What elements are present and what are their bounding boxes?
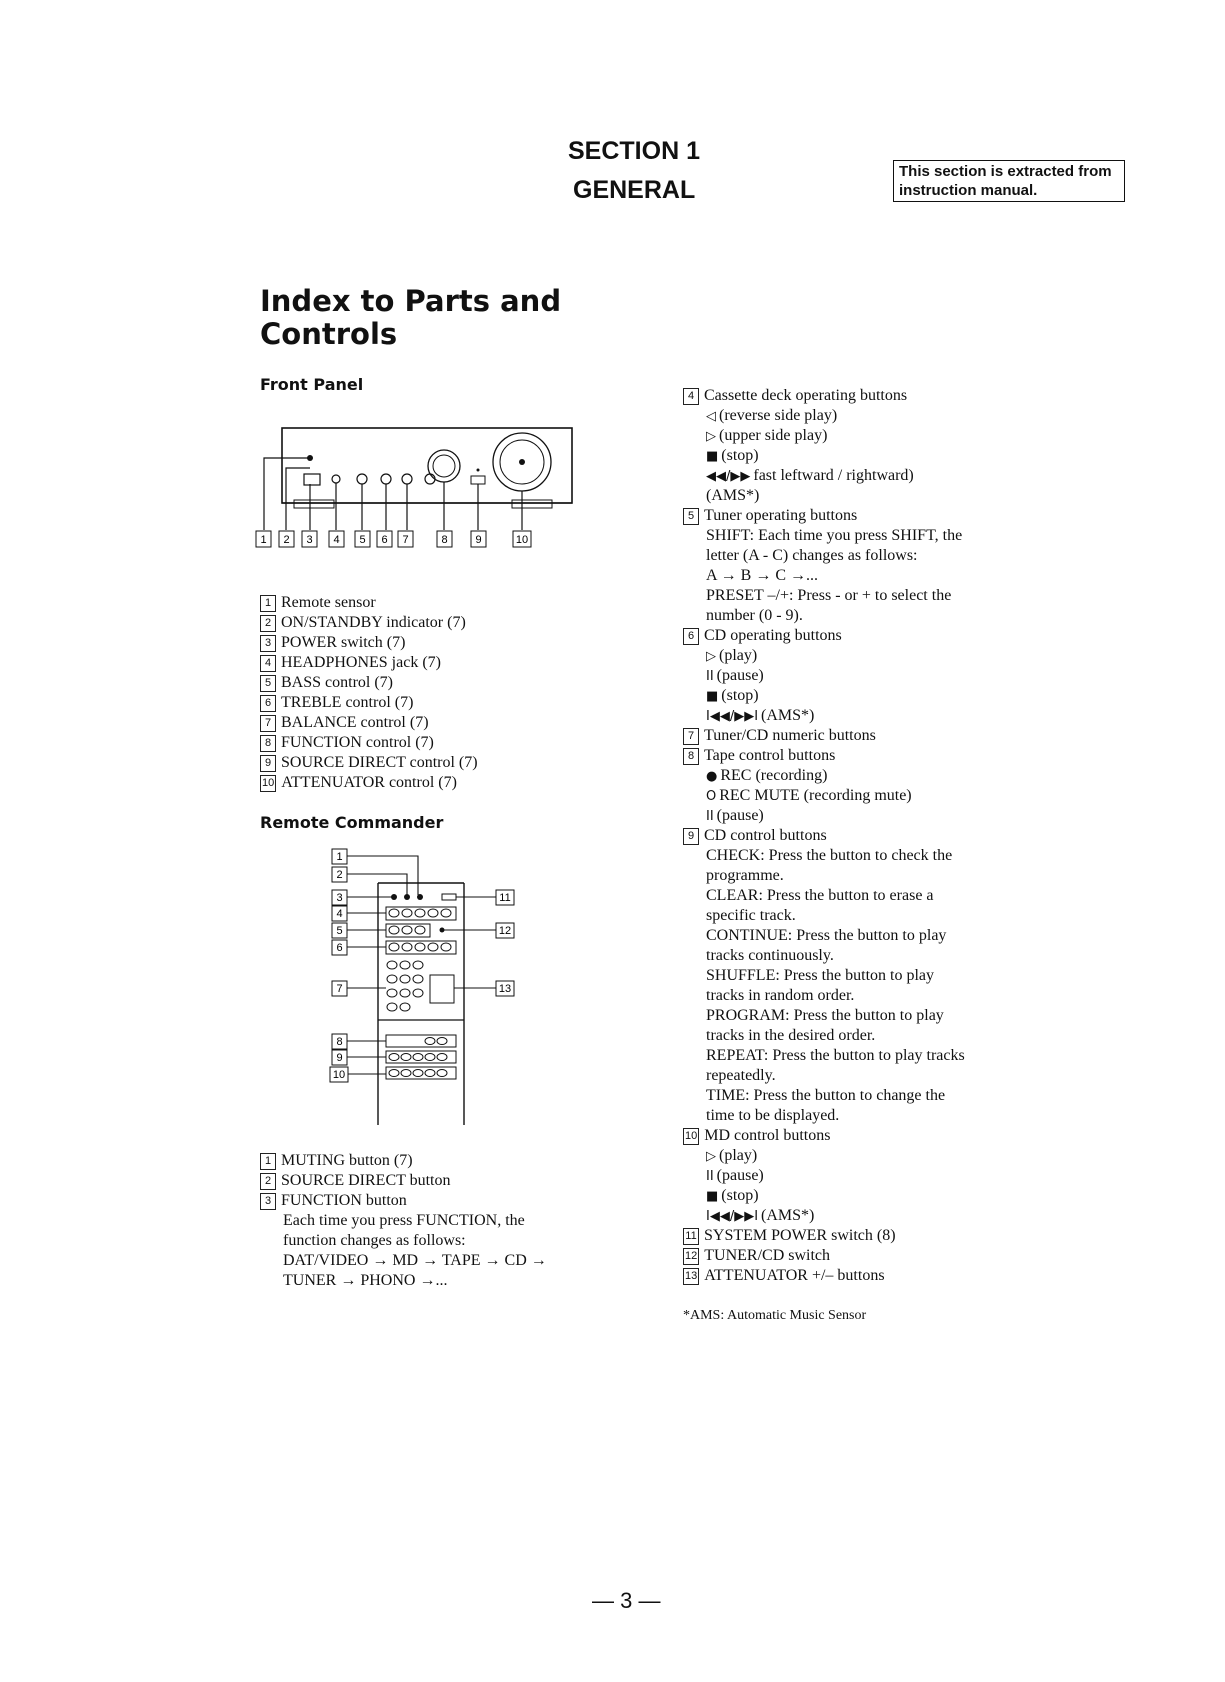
list-item: letter (A - C) changes as follows: — [706, 547, 918, 564]
list-item: ■ (stop) — [706, 687, 759, 704]
list-item: time to be displayed. — [706, 1107, 840, 1124]
list-item: Each time you press FUNCTION, the — [283, 1212, 525, 1229]
list-item: 9 CD control buttons — [683, 826, 965, 846]
list-item: ◀◀/▶▶ fast leftward / rightward) — [706, 467, 914, 484]
remote-callout: 3 — [336, 892, 343, 904]
list-item: 3 POWER switch (7) — [260, 633, 478, 653]
list-item: 4 HEADPHONES jack (7) — [260, 653, 478, 673]
list-item: 4 Cassette deck operating buttons — [683, 386, 965, 406]
list-item: 6 TREBLE control (7) — [260, 693, 478, 713]
list-item: number (0 - 9). — [706, 607, 803, 624]
list-item: 9 SOURCE DIRECT control (7) — [260, 753, 478, 773]
list-item: ▷ (upper side play) — [706, 427, 828, 444]
list-item: ■ (stop) — [706, 447, 759, 464]
list-item: tracks in random order. — [706, 987, 855, 1004]
list-item: PROGRAM: Press the button to play — [706, 1007, 944, 1024]
front-panel-list — [260, 593, 478, 793]
list-item: PRESET –/+: Press - or + to select the — [706, 587, 952, 604]
title-line2: Controls — [260, 317, 398, 351]
list-item: I◀◀/▶▶I (AMS*) — [706, 707, 815, 724]
list-item: 5 BASS control (7) — [260, 673, 478, 693]
list-item: CHECK: Press the button to check the — [706, 847, 953, 864]
extract-note-line2: instruction manual. — [899, 182, 1038, 199]
list-item: II (pause) — [706, 667, 764, 684]
remote-callout: 7 — [336, 983, 343, 995]
fp-callout: 5 — [359, 534, 366, 546]
list-item: II (pause) — [706, 807, 764, 824]
list-item: 1 MUTING button (7) — [260, 1151, 547, 1171]
list-item: 5 Tuner operating buttons — [683, 506, 965, 526]
right-column-list — [683, 386, 965, 1286]
list-item: REPEAT: Press the button to play tracks — [706, 1047, 965, 1064]
footnote: *AMS: Automatic Music Sensor — [683, 1308, 867, 1323]
section-heading: SECTION 1 — [568, 137, 700, 165]
remote-callout: 2 — [336, 869, 343, 881]
fp-callout: 4 — [333, 534, 340, 546]
title-line1: Index to Parts and — [260, 284, 562, 318]
fp-callout: 8 — [441, 534, 448, 546]
list-item: A → B → C →... — [706, 567, 819, 584]
list-item: ▷ (play) — [706, 647, 758, 664]
fp-callout: 6 — [381, 534, 388, 546]
list-item: programme. — [706, 867, 784, 884]
list-item: CONTINUE: Press the button to play — [706, 927, 947, 944]
list-item: ◁ (reverse side play) — [706, 407, 838, 424]
extract-note-box — [893, 160, 1125, 202]
list-item: 13 ATTENUATOR +/– buttons — [685, 1267, 885, 1284]
list-item: TUNER → PHONO →... — [283, 1272, 448, 1289]
list-item: 10 ATTENUATOR control (7) — [262, 774, 457, 791]
remote-heading: Remote Commander — [260, 813, 444, 832]
list-item: 11 SYSTEM POWER switch (8) — [683, 1226, 965, 1246]
remote-callout: 6 — [336, 942, 343, 954]
remote-callout: 8 — [336, 1036, 343, 1048]
fp-callout: 1 — [260, 534, 267, 546]
list-item: 3 FUNCTION button — [260, 1191, 547, 1211]
fp-callout: 2 — [283, 534, 290, 546]
list-item: (AMS*) — [706, 487, 760, 504]
remote-callout: 12 — [498, 925, 512, 937]
remote-callout: 10 — [332, 1069, 346, 1081]
general-heading: GENERAL — [573, 176, 696, 204]
list-item: 2 ON/STANDBY indicator (7) — [260, 613, 478, 633]
list-item: CLEAR: Press the button to erase a — [706, 887, 934, 904]
page-title — [260, 285, 561, 351]
remote-callout: 9 — [336, 1052, 343, 1064]
list-item: DAT/VIDEO → MD → TAPE → CD → — [283, 1252, 547, 1269]
list-item: 7 BALANCE control (7) — [260, 713, 478, 733]
page-number: — 3 — — [592, 1588, 661, 1613]
list-item: O REC MUTE (recording mute) — [706, 787, 912, 804]
extract-note-line1: This section is extracted from — [899, 163, 1112, 180]
list-item: 8 FUNCTION control (7) — [260, 733, 478, 753]
list-item: tracks in the desired order. — [706, 1027, 876, 1044]
front-panel-diagram — [252, 418, 572, 553]
fp-callout: 3 — [306, 534, 313, 546]
list-item: tracks continuously. — [706, 947, 834, 964]
remote-callout: 13 — [498, 983, 512, 995]
front-panel-heading: Front Panel — [260, 375, 364, 394]
list-item: 7 Tuner/CD numeric buttons — [683, 726, 965, 746]
remote-callout: 11 — [499, 892, 511, 904]
list-item: 1 Remote sensor — [260, 593, 478, 613]
list-item: function changes as follows: — [283, 1232, 466, 1249]
list-item: I◀◀/▶▶I (AMS*) — [706, 1207, 815, 1224]
list-item: ■ (stop) — [706, 1187, 759, 1204]
remote-commander-diagram — [330, 845, 530, 1125]
list-item: SHIFT: Each time you press SHIFT, the — [706, 527, 963, 544]
fp-callout: 7 — [402, 534, 409, 546]
list-item: specific track. — [706, 907, 796, 924]
list-item: 6 CD operating buttons — [683, 626, 965, 646]
remote-callout: 1 — [336, 851, 343, 863]
remote-list — [260, 1151, 547, 1291]
list-item: II (pause) — [706, 1167, 764, 1184]
fp-callout: 10 — [515, 534, 529, 546]
remote-callout: 4 — [336, 908, 343, 920]
list-item: ▷ (play) — [706, 1147, 758, 1164]
list-item: 2 SOURCE DIRECT button — [260, 1171, 547, 1191]
list-item: 8 Tape control buttons — [683, 746, 965, 766]
list-item: ● REC (recording) — [706, 767, 828, 784]
remote-callout: 5 — [336, 925, 343, 937]
fp-callout: 9 — [475, 534, 482, 546]
list-item: 10 MD control buttons — [685, 1127, 831, 1144]
list-item: repeatedly. — [706, 1067, 776, 1084]
list-item: TIME: Press the button to change the — [706, 1087, 946, 1104]
list-item: 12 TUNER/CD switch — [685, 1247, 831, 1264]
list-item: SHUFFLE: Press the button to play — [706, 967, 935, 984]
